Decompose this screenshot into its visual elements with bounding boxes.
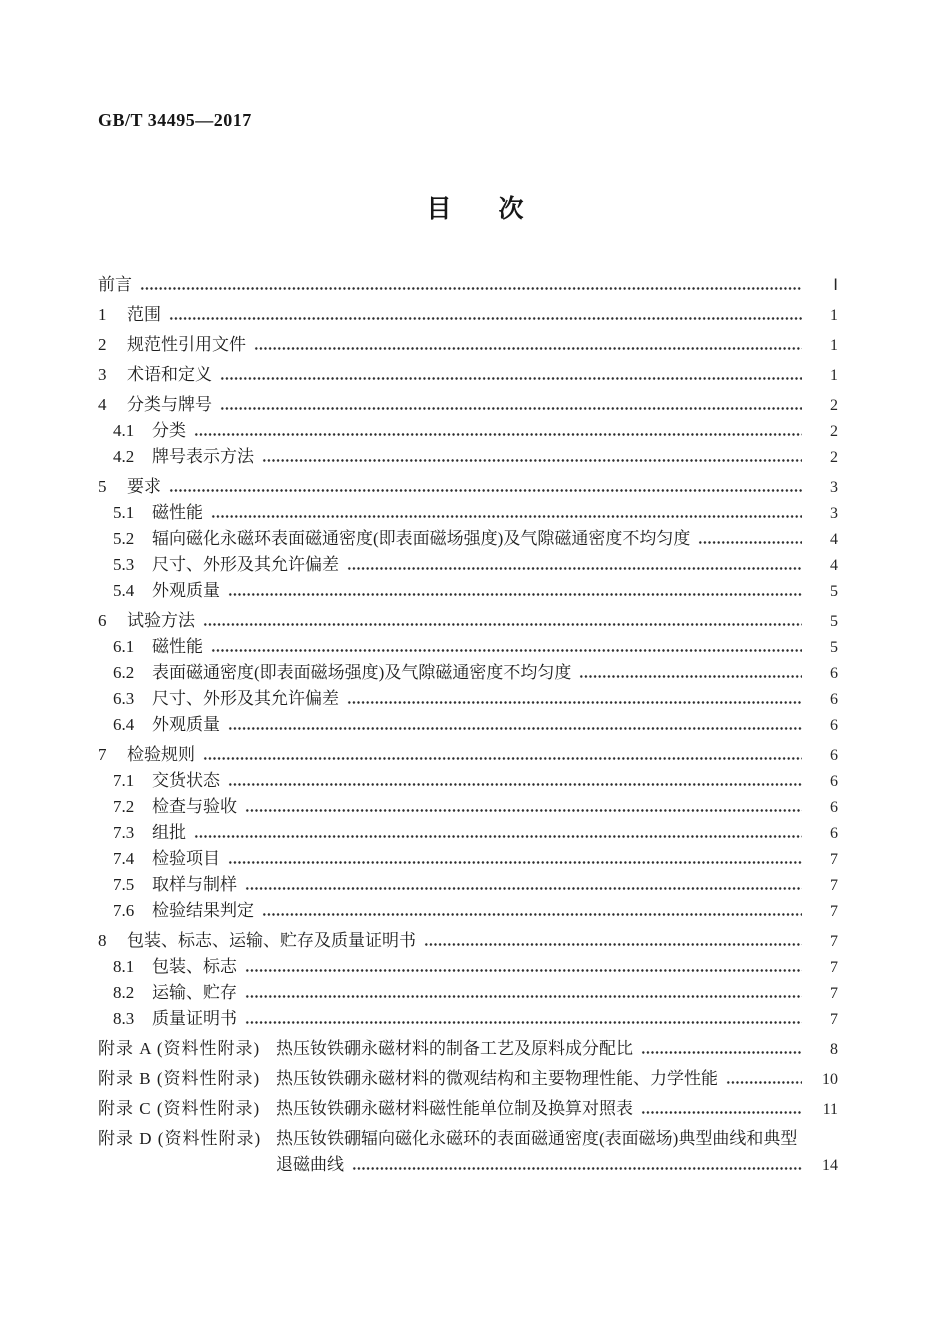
dot-leader — [228, 768, 802, 794]
toc-entry-title: 交货状态 — [152, 771, 220, 790]
toc-page-number: 1 — [830, 337, 838, 354]
toc-entry-number: 4.1 — [113, 421, 135, 440]
toc-entry-number: 8.2 — [113, 983, 135, 1002]
toc-page-number: 7 — [830, 933, 838, 950]
toc-entry — [98, 1152, 838, 1178]
toc-entry — [98, 552, 838, 578]
toc-entry-title: 检查与验收 — [152, 797, 237, 816]
dot-leader — [641, 1096, 802, 1122]
dot-leader — [352, 1152, 802, 1178]
toc-entry — [98, 1006, 838, 1032]
dot-leader — [262, 898, 802, 924]
toc-entry — [98, 928, 838, 954]
toc-entry-number: 1 — [98, 305, 107, 324]
toc-entry — [98, 418, 838, 444]
toc-entry — [98, 302, 838, 328]
toc-entry-title: 术语和定义 — [127, 365, 212, 384]
toc-entry-title: 表面磁通密度(即表面磁场强度)及气隙磁通密度不均匀度 — [152, 663, 572, 682]
toc-entry-number: 6.4 — [113, 715, 135, 734]
toc-page-number: 5 — [830, 583, 838, 600]
toc-entry-number: 6.2 — [113, 663, 135, 682]
toc-entry — [98, 686, 838, 712]
toc-entry — [98, 578, 838, 604]
toc-entry-title: 前言 — [98, 275, 132, 294]
toc-entry-title: 牌号表示方法 — [152, 447, 254, 466]
toc-entry — [98, 474, 838, 500]
toc-entry-number: 7.5 — [113, 875, 135, 894]
toc-page-number: 6 — [830, 773, 838, 790]
toc-entry — [98, 1036, 838, 1062]
dot-leader — [347, 686, 802, 712]
toc-entry-number: 附录 D (资料性附录) — [98, 1129, 262, 1148]
toc-page-number: 6 — [830, 665, 838, 682]
toc-entry — [98, 712, 838, 738]
toc-entry-title: 热压钕铁硼永磁材料磁性能单位制及换算对照表 — [276, 1099, 633, 1118]
toc-entry-title: 取样与制样 — [152, 875, 237, 894]
toc-entry — [98, 1096, 838, 1122]
toc-page-number: 6 — [830, 825, 838, 842]
toc-entry — [98, 898, 838, 924]
dot-leader — [220, 362, 802, 388]
toc-page-number: 2 — [830, 397, 838, 414]
standard-number: GB/T 34495—2017 — [98, 110, 252, 130]
toc-entry-title: 组批 — [152, 823, 186, 842]
toc-page-number: 2 — [830, 449, 838, 466]
toc-page-number: 11 — [822, 1101, 838, 1118]
toc-entry-number: 7.6 — [113, 901, 135, 920]
toc-entry-title: 退磁曲线 — [276, 1155, 344, 1174]
toc-entry — [98, 272, 838, 298]
toc-entry — [98, 634, 838, 660]
dot-leader — [194, 418, 802, 444]
dot-leader — [169, 474, 802, 500]
toc-entry-title: 分类与牌号 — [127, 395, 212, 414]
dot-leader — [245, 794, 802, 820]
toc-entry — [98, 980, 838, 1006]
toc-entry-title: 热压钕铁硼永磁材料的微观结构和主要物理性能、力学性能 — [276, 1069, 718, 1088]
toc-entry — [98, 500, 838, 526]
toc-entry-title: 试验方法 — [127, 611, 195, 630]
toc-entry-title: 运输、贮存 — [152, 983, 237, 1002]
toc-entry-title: 磁性能 — [152, 637, 203, 656]
dot-leader — [347, 552, 802, 578]
dot-leader — [245, 1006, 802, 1032]
dot-leader — [228, 712, 802, 738]
dot-leader — [726, 1066, 802, 1092]
toc-page-number: 7 — [830, 985, 838, 1002]
toc-entry-title: 检验项目 — [152, 849, 220, 868]
dot-leader — [245, 872, 802, 898]
toc-page-number: 3 — [830, 479, 838, 496]
toc-page-number: 5 — [830, 639, 838, 656]
dot-leader — [203, 608, 802, 634]
dot-leader — [169, 302, 802, 328]
toc-entry — [98, 872, 838, 898]
toc-entry-number: 3 — [98, 365, 107, 384]
toc-page-number: 5 — [830, 613, 838, 630]
toc-entry-title: 分类 — [152, 421, 186, 440]
toc-list — [98, 272, 838, 1178]
toc-page-number: Ⅰ — [833, 277, 838, 294]
toc-entry-title: 包装、标志 — [152, 957, 237, 976]
dot-leader — [698, 526, 802, 552]
toc-entry-number: 7 — [98, 745, 107, 764]
toc-entry-number: 8.1 — [113, 957, 135, 976]
toc-entry-number: 6.3 — [113, 689, 135, 708]
toc-entry-title: 质量证明书 — [152, 1009, 237, 1028]
toc-entry — [98, 362, 838, 388]
toc-page-number: 6 — [830, 799, 838, 816]
toc-entry-number: 2 — [98, 335, 107, 354]
toc-entry — [98, 444, 838, 470]
toc-entry — [98, 332, 838, 358]
toc-entry-title: 包装、标志、运输、贮存及质量证明书 — [127, 931, 416, 950]
toc-page-number: 6 — [830, 691, 838, 708]
page-title: 目 次 — [426, 195, 524, 223]
toc-entry — [98, 1126, 838, 1152]
toc-entry — [98, 768, 838, 794]
toc-page-number: 14 — [822, 1157, 838, 1174]
toc-entry-number: 5.2 — [113, 529, 135, 548]
toc-entry-title: 规范性引用文件 — [127, 335, 246, 354]
toc-page-number: 4 — [830, 557, 838, 574]
toc-entry-number: 8.3 — [113, 1009, 135, 1028]
toc-entry-number: 4 — [98, 395, 107, 414]
dot-leader — [641, 1036, 802, 1062]
toc-entry-number: 5.1 — [113, 503, 135, 522]
toc-entry-number: 7.2 — [113, 797, 135, 816]
dot-leader — [245, 954, 802, 980]
toc-page-number: 10 — [822, 1071, 838, 1088]
toc-entry-title: 外观质量 — [152, 715, 220, 734]
toc-entry-number: 6 — [98, 611, 107, 630]
toc-entry-title: 检验规则 — [127, 745, 195, 764]
toc-entry-number: 6.1 — [113, 637, 135, 656]
toc-entry-number: 5.3 — [113, 555, 135, 574]
dot-leader — [194, 820, 802, 846]
toc-entry-title: 辐向磁化永磁环表面磁通密度(即表面磁场强度)及气隙磁通密度不均匀度 — [152, 529, 691, 548]
toc-page-number: 6 — [830, 747, 838, 764]
toc-page-number: 7 — [830, 1011, 838, 1028]
dot-leader — [424, 928, 802, 954]
toc-entry-number: 7.1 — [113, 771, 135, 790]
toc-entry — [98, 794, 838, 820]
toc-entry-title: 热压钕铁硼永磁材料的制备工艺及原料成分配比 — [276, 1039, 633, 1058]
dot-leader — [211, 634, 802, 660]
toc-entry-number: 7.3 — [113, 823, 135, 842]
toc-entry-title: 要求 — [127, 477, 161, 496]
dot-leader — [262, 444, 802, 470]
toc-page-number: 8 — [830, 1041, 838, 1058]
toc-entry-number: 4.2 — [113, 447, 135, 466]
toc-entry-title: 外观质量 — [152, 581, 220, 600]
toc-entry-title: 磁性能 — [152, 503, 203, 522]
toc-entry — [98, 526, 838, 552]
dot-leader — [228, 578, 802, 604]
toc-page-number: 4 — [830, 531, 838, 548]
toc-entry — [98, 660, 838, 686]
toc-entry-title: 尺寸、外形及其允许偏差 — [152, 689, 339, 708]
toc-page-number: 7 — [830, 851, 838, 868]
toc-entry — [98, 820, 838, 846]
toc-entry-title: 尺寸、外形及其允许偏差 — [152, 555, 339, 574]
toc-entry-number: 7.4 — [113, 849, 135, 868]
toc-entry-number: 8 — [98, 931, 107, 950]
toc-page-number: 6 — [830, 717, 838, 734]
dot-leader — [228, 846, 802, 872]
toc-entry — [98, 1066, 838, 1092]
toc-entry-number: 5.4 — [113, 581, 135, 600]
toc-entry-number: 附录 B (资料性附录) — [98, 1069, 261, 1088]
toc-page-number: 1 — [830, 367, 838, 384]
toc-entry-title: 热压钕铁硼辐向磁化永磁环的表面磁通密度(表面磁场)典型曲线和典型 — [276, 1129, 798, 1148]
toc-entry-title: 范围 — [127, 305, 161, 324]
dot-leader — [254, 332, 802, 358]
toc-page-number: 3 — [830, 505, 838, 522]
dot-leader — [245, 980, 802, 1006]
toc-entry — [98, 392, 838, 418]
toc-entry-number: 5 — [98, 477, 107, 496]
toc-entry — [98, 954, 838, 980]
toc-entry — [98, 742, 838, 768]
dot-leader — [579, 660, 802, 686]
toc-entry-number: 附录 A (资料性附录) — [98, 1039, 261, 1058]
toc-page-number: 7 — [830, 877, 838, 894]
toc-entry-number: 附录 C (资料性附录) — [98, 1099, 261, 1118]
dot-leader — [220, 392, 802, 418]
toc-page-number: 1 — [830, 307, 838, 324]
toc-entry-title: 检验结果判定 — [152, 901, 254, 920]
toc-page-number: 7 — [830, 903, 838, 920]
dot-leader — [211, 500, 802, 526]
toc-entry — [98, 846, 838, 872]
toc-page-number: 7 — [830, 959, 838, 976]
dot-leader — [140, 272, 802, 298]
toc-entry — [98, 608, 838, 634]
dot-leader — [203, 742, 802, 768]
toc-page-number: 2 — [830, 423, 838, 440]
